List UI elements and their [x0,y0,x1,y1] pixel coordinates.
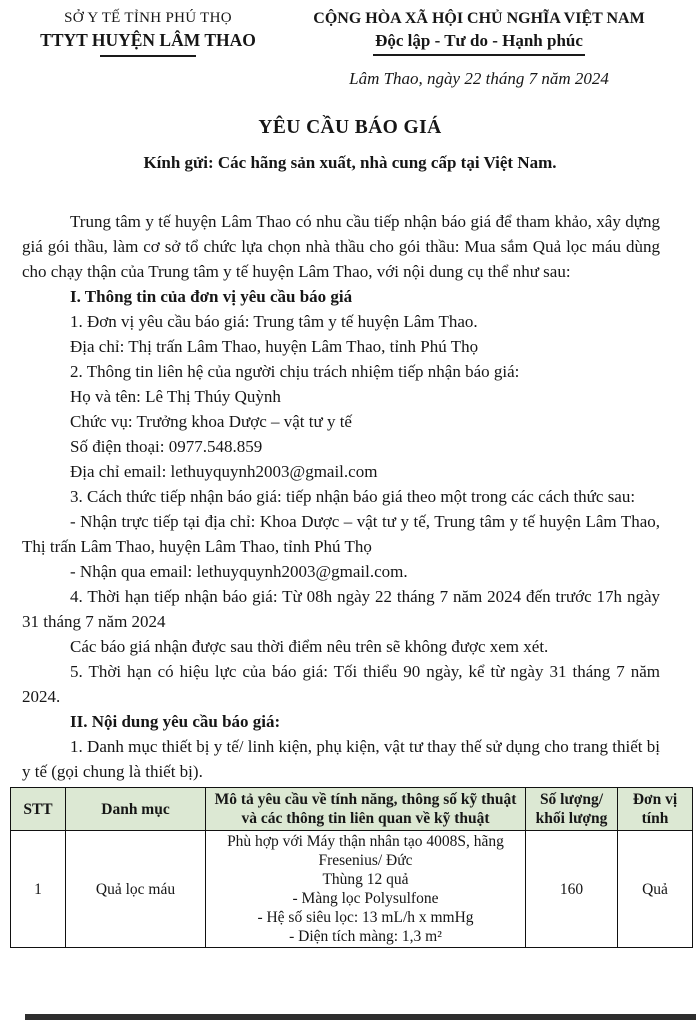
issuer-block [12,8,284,89]
cell-mo-ta [206,831,526,948]
cell-so-luong: 160 [526,831,618,948]
document-body [22,209,660,784]
quotation-table [10,787,693,948]
issuer-org-name: TTYT HUYỆN LÂM THAO [40,30,256,50]
paragraph-contact-email: Địa chỉ email: lethuyquynh2003@gmail.com [70,462,378,481]
spec-line: - Màng lọc Polysulfone [292,890,439,907]
spec-line: Thùng 12 quả [322,871,409,888]
paragraph-intro: Trung tâm y tế huyện Lâm Thao có nhu cầu tiếp nhận báo giá để tham khảo, xây dựng giá gói thầu, làm cơ sở tổ chức lựa chọn nhà thầu cho gói thầu: Mua sắm Quả lọc máu dùng cho chạy thận của Trung tâm y tế huyện Lâm Thao, với nội dung cụ thể như sau: [22,212,660,281]
paragraph-method-email: - Nhận qua email: lethuyquynh2003@gmail.com. [70,562,408,581]
national-motto: Độc lập - Tư do - Hạnh phúc [373,29,585,56]
paragraph-contact-heading: 2. Thông tin liên hệ của người chịu trách nhiệm tiếp nhận báo giá: [70,362,520,381]
col-header-don-vi: Đơn vị tính [618,788,693,831]
salutation-line: Kính gửi: Các hãng sản xuất, nhà cung cấp tại Việt Nam. [143,153,557,172]
national-title: CỘNG HÒA XÃ HỘI CHỦ NGHĨA VIỆT NAM [313,10,645,27]
spec-line: - Diện tích màng: 1,3 m² [289,928,442,945]
national-block [284,8,700,89]
col-header-so-luong: Số lượng/ khối lượng [526,788,618,831]
document-header [0,0,700,89]
col-header-mo-ta: Mô tả yêu cầu về tính năng, thông số kỹ thuật và các thông tin liên quan về kỹ thuật [206,788,526,831]
table-row [11,831,693,948]
paragraph-contact-name: Họ và tên: Lê Thị Thúy Quỳnh [70,387,281,406]
issuer-parent-org: SỞ Y TẾ TỈNH PHÚ THỌ [64,10,232,26]
paragraph-method-direct: - Nhận trực tiếp tại địa chỉ: Khoa Dược – vật tư y tế, Trung tâm y tế huyện Lâm Thao, Thị trấn Lâm Thao, huyện Lâm Thao, tỉnh Phú Thọ [22,512,660,556]
date-line: Lâm Thao, ngày 22 tháng 7 năm 2024 [349,69,609,88]
table-header-row [11,788,693,831]
cell-stt: 1 [11,831,66,948]
section-heading-1: I. Thông tin của đơn vị yêu cầu báo giá [70,287,353,306]
paragraph-contact-phone: Số điện thoại: 0977.548.859 [70,437,263,456]
spec-line: - Hệ số siêu lọc: 13 mL/h x mmHg [257,909,474,926]
paragraph-validity: 5. Thời hạn có hiệu lực của báo giá: Tối thiểu 90 ngày, kể từ ngày 31 tháng 7 năm 2024. [22,662,660,706]
paragraph-address: Địa chỉ: Thị trấn Lâm Thao, huyện Lâm Thao, tỉnh Phú Thọ [70,337,479,356]
paragraph-late-note: Các báo giá nhận được sau thời điểm nêu trên sẽ không được xem xét. [70,637,549,656]
col-header-stt: STT [11,788,66,831]
scan-cutoff-bar [25,1014,696,1020]
page-title: YÊU CẦU BÁO GIÁ [258,117,442,138]
spec-line: Phù hợp với Máy thận nhân tạo 4008S, hãng Fresenius/ Đức [227,833,504,869]
cell-danh-muc: Quả lọc máu [66,831,206,948]
paragraph-contact-role: Chức vụ: Trưởng khoa Dược – vật tư y tế [70,412,352,431]
paragraph-deadline: 4. Thời hạn tiếp nhận báo giá: Từ 08h ngày 22 tháng 7 năm 2024 đến trước 17h ngày 31 tháng 7 năm 2024 [22,587,660,631]
section-heading-2: II. Nội dung yêu cầu báo giá: [70,712,281,731]
paragraph-method-heading: 3. Cách thức tiếp nhận báo giá: tiếp nhận báo giá theo một trong các cách thức sau: [70,487,636,506]
col-header-danh-muc: Danh mục [66,788,206,831]
paragraph-list-intro: 1. Danh mục thiết bị y tế/ linh kiện, phụ kiện, vật tư thay thế sử dụng cho trang thiết bị y tế (gọi chung là thiết bị). [22,737,660,781]
issuer-underline-rule [100,55,196,57]
cell-don-vi: Quả [618,831,693,948]
paragraph-unit: 1. Đơn vị yêu cầu báo giá: Trung tâm y tế huyện Lâm Thao. [70,312,478,331]
